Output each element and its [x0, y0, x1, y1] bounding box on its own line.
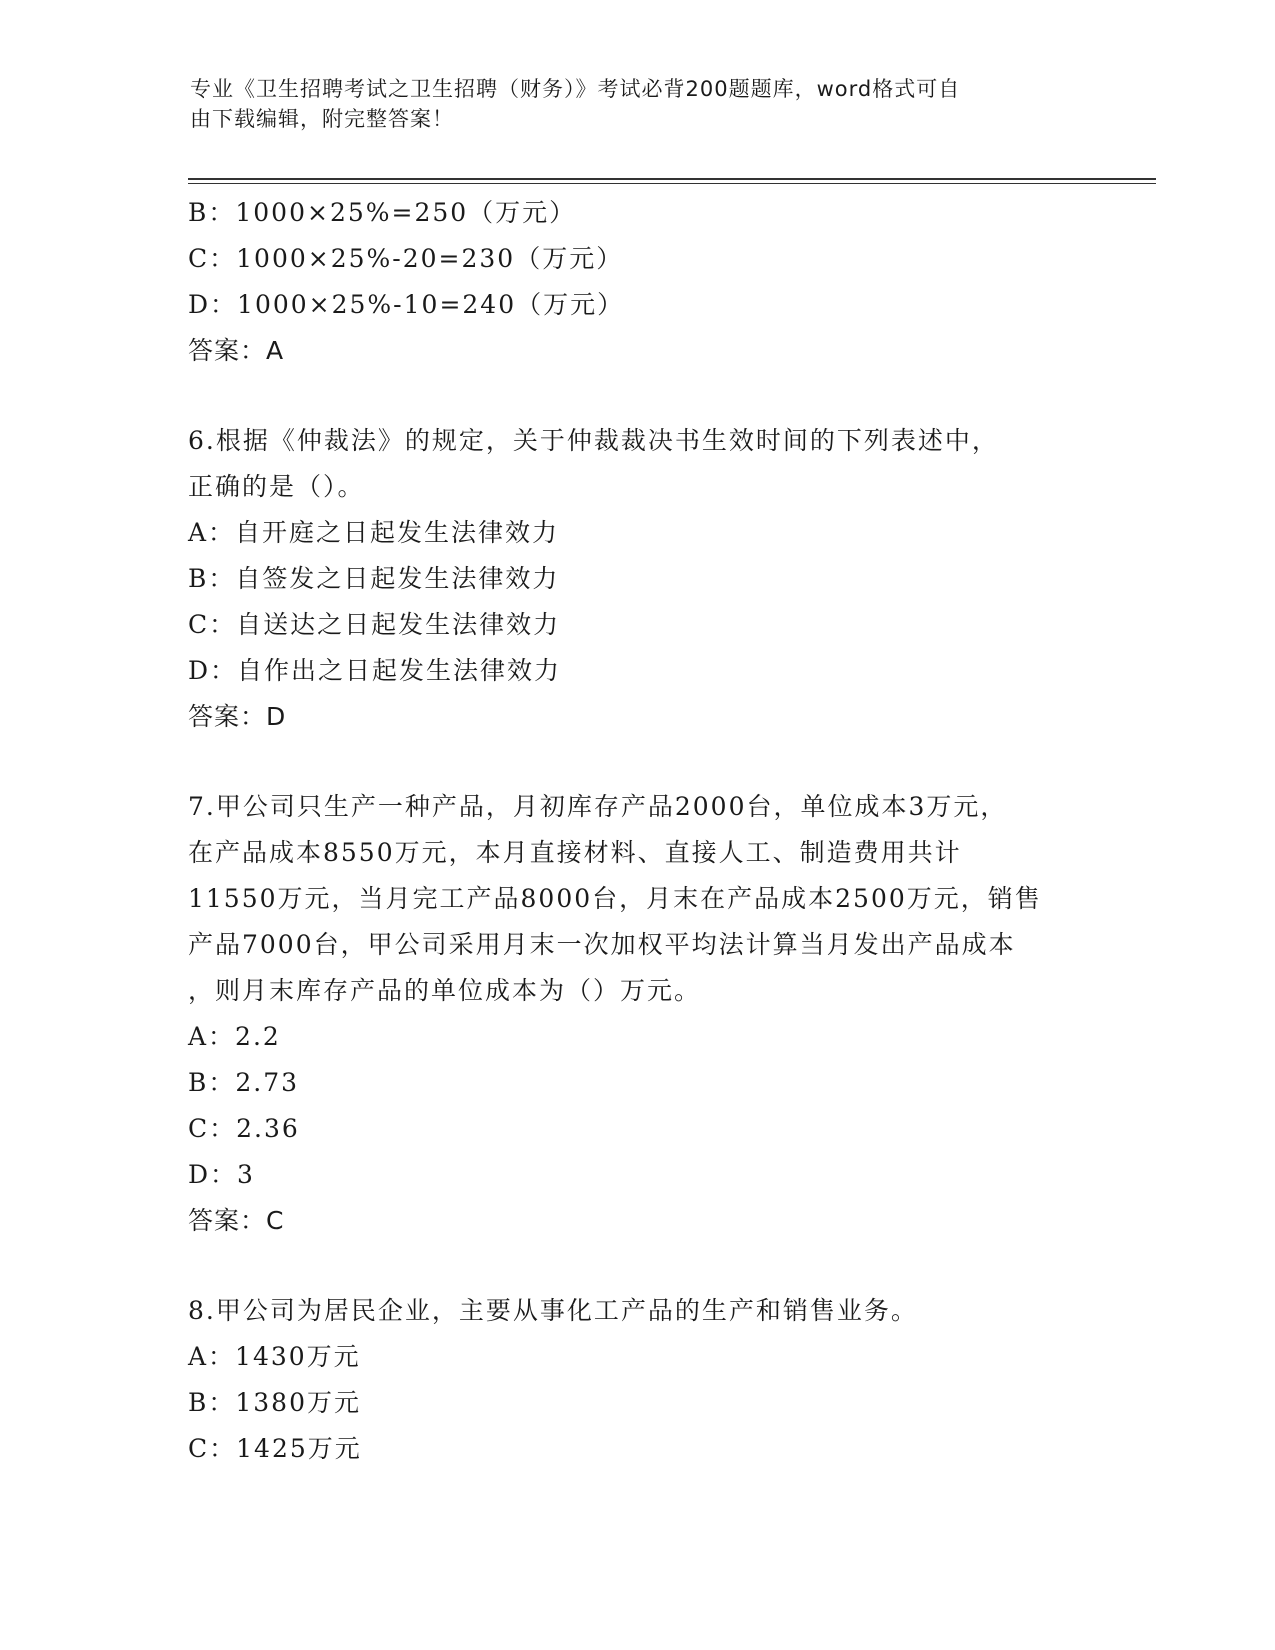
q7-stem-line-4: 产品7000台，甲公司采用月末一次加权平均法计算当月发出产品成本	[188, 930, 1016, 959]
q7-stem-line-3: 11550万元，当月完工产品8000台，月末在产品成本2500万元，销售	[188, 884, 1042, 913]
q7-option-c: C：2.36	[188, 1114, 300, 1143]
q7-stem-line-2: 在产品成本8550万元，本月直接材料、直接人工、制造费用共计	[188, 838, 962, 867]
header-divider-thick	[188, 178, 1156, 180]
document-header	[190, 74, 1090, 134]
q6-option-d: D：自作出之日起发生法律效力	[188, 656, 562, 685]
question-8	[188, 1288, 1088, 1472]
q6-option-b: B：自签发之日起发生法律效力	[188, 564, 560, 593]
q5-option-b: B：1000×25%=250（万元）	[188, 198, 577, 227]
q7-option-a: A：2.2	[188, 1022, 281, 1051]
question-6	[188, 418, 1088, 740]
q6-option-a: A：自开庭之日起发生法律效力	[188, 518, 560, 547]
q7-option-b: B：2.73	[188, 1068, 300, 1097]
header-divider-thin	[188, 183, 1156, 184]
q7-answer: 答案：C	[188, 1206, 285, 1235]
question-spacer	[188, 374, 1088, 418]
q8-option-b: B：1380万元	[188, 1388, 361, 1417]
q8-option-a: A：1430万元	[188, 1342, 361, 1371]
question-spacer	[188, 1244, 1088, 1288]
q6-stem-line-2: 正确的是（）。	[188, 472, 365, 501]
q7-stem-line-5: ，则月末库存产品的单位成本为（）万元。	[188, 976, 702, 1005]
q6-option-c: C：自送达之日起发生法律效力	[188, 610, 561, 639]
q6-answer: 答案：D	[188, 702, 287, 731]
header-line-1: 专业《卫生招聘考试之卫生招聘（财务）》考试必背200题题库，word格式可自	[190, 77, 961, 101]
q8-stem-line-1: 8.甲公司为居民企业，主要从事化工产品的生产和销售业务。	[188, 1296, 918, 1325]
header-line-2: 由下载编辑，附完整答案！	[190, 107, 454, 131]
question-list	[188, 190, 1088, 1472]
question-spacer	[188, 740, 1088, 784]
q5-option-c: C：1000×25%-20=230（万元）	[188, 244, 624, 273]
q5-answer: 答案：A	[188, 336, 285, 365]
q5-option-d: D：1000×25%-10=240（万元）	[188, 290, 625, 319]
q7-option-d: D：3	[188, 1160, 255, 1189]
q8-option-c: C：1425万元	[188, 1434, 362, 1463]
question-7	[188, 784, 1088, 1244]
q6-stem-line-1: 6.根据《仲裁法》的规定，关于仲裁裁决书生效时间的下列表述中，	[188, 426, 999, 455]
q7-stem-line-1: 7.甲公司只生产一种产品，月初库存产品2000台，单位成本3万元，	[188, 792, 1008, 821]
question-5	[188, 190, 1088, 374]
